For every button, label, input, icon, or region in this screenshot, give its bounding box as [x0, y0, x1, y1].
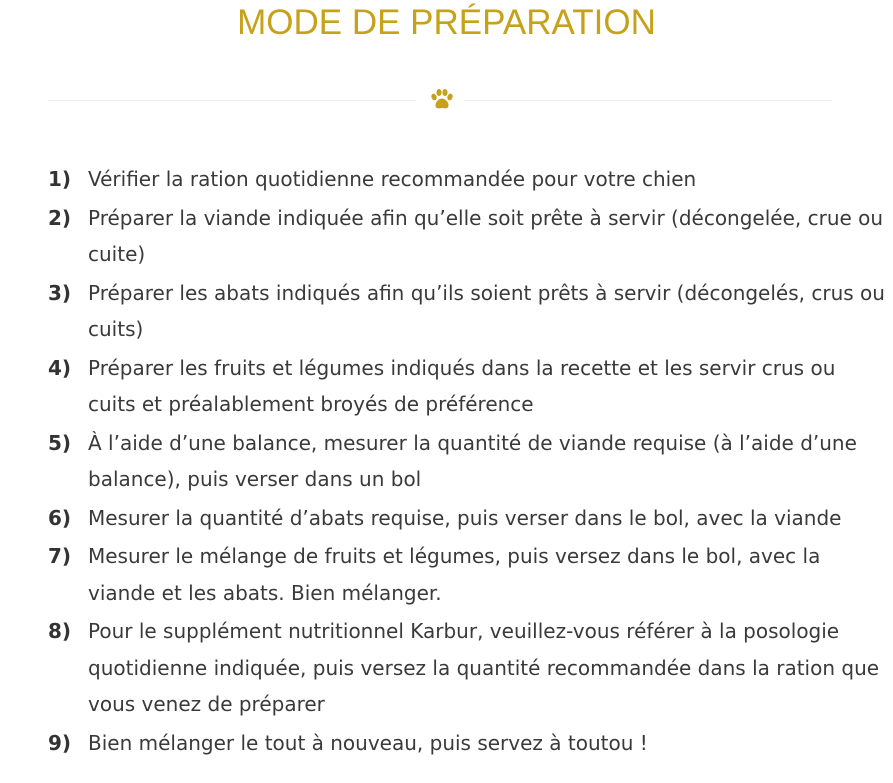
step-number: 3): [48, 280, 72, 305]
divider-line-left: [48, 100, 416, 101]
step-text: Mesurer la quantité d’abats requise, puis verser dans le bol, avec la viande: [88, 505, 842, 530]
page-title: MODE DE PRÉPARATION: [237, 3, 656, 42]
step-item: [0, 200, 893, 273]
step-text: Bien mélanger le tout à nouveau, puis servez à toutou !: [88, 730, 648, 755]
step-item: [0, 161, 893, 198]
section-divider: [48, 85, 832, 115]
step-item: [0, 425, 893, 498]
paw-icon: [428, 86, 456, 114]
step-text: À l’aide d’une balance, mesurer la quantité de viande requise (à l’aide d’une balance), puis verser dans un bol: [88, 430, 857, 491]
step-text: Préparer les abats indiqués afin qu’ils soient prêts à servir (décongelés, crus ou cuits): [88, 280, 885, 341]
step-text: Vérifier la ration quotidienne recommandée pour votre chien: [88, 167, 697, 191]
step-text: Préparer les fruits et légumes indiqués dans la recette et les servir crus ou cuits et préalablement broyés de préférence: [88, 355, 836, 416]
preparation-steps-list: [0, 161, 893, 763]
step-number: 7): [48, 544, 72, 568]
step-text: Préparer la viande indiquée afin qu’elle soit prête à servir (décongelée, crue ou cuite): [88, 205, 884, 266]
step-item: [0, 538, 893, 611]
step-text: Mesurer le mélange de fruits et légumes, puis versez dans le bol, avec la viande et les abats. Bien mélanger.: [88, 544, 821, 605]
step-item: [0, 613, 893, 723]
step-number: 8): [48, 619, 72, 643]
step-number: 6): [48, 505, 72, 530]
step-number: 2): [48, 205, 72, 230]
step-item: [0, 725, 893, 762]
step-item: [0, 350, 893, 423]
step-number: 9): [48, 730, 72, 755]
step-text: Pour le supplément nutritionnel Karbur, veuillez-vous référer à la posologie quotidienne indiquée, puis versez la quantité recommandée dans la ration que vous venez de préparer: [88, 619, 880, 716]
divider-line-right: [464, 100, 832, 101]
step-number: 5): [48, 430, 72, 455]
step-item: [0, 275, 893, 348]
step-number: 1): [48, 167, 72, 191]
step-item: [0, 500, 893, 537]
step-number: 4): [48, 355, 72, 380]
